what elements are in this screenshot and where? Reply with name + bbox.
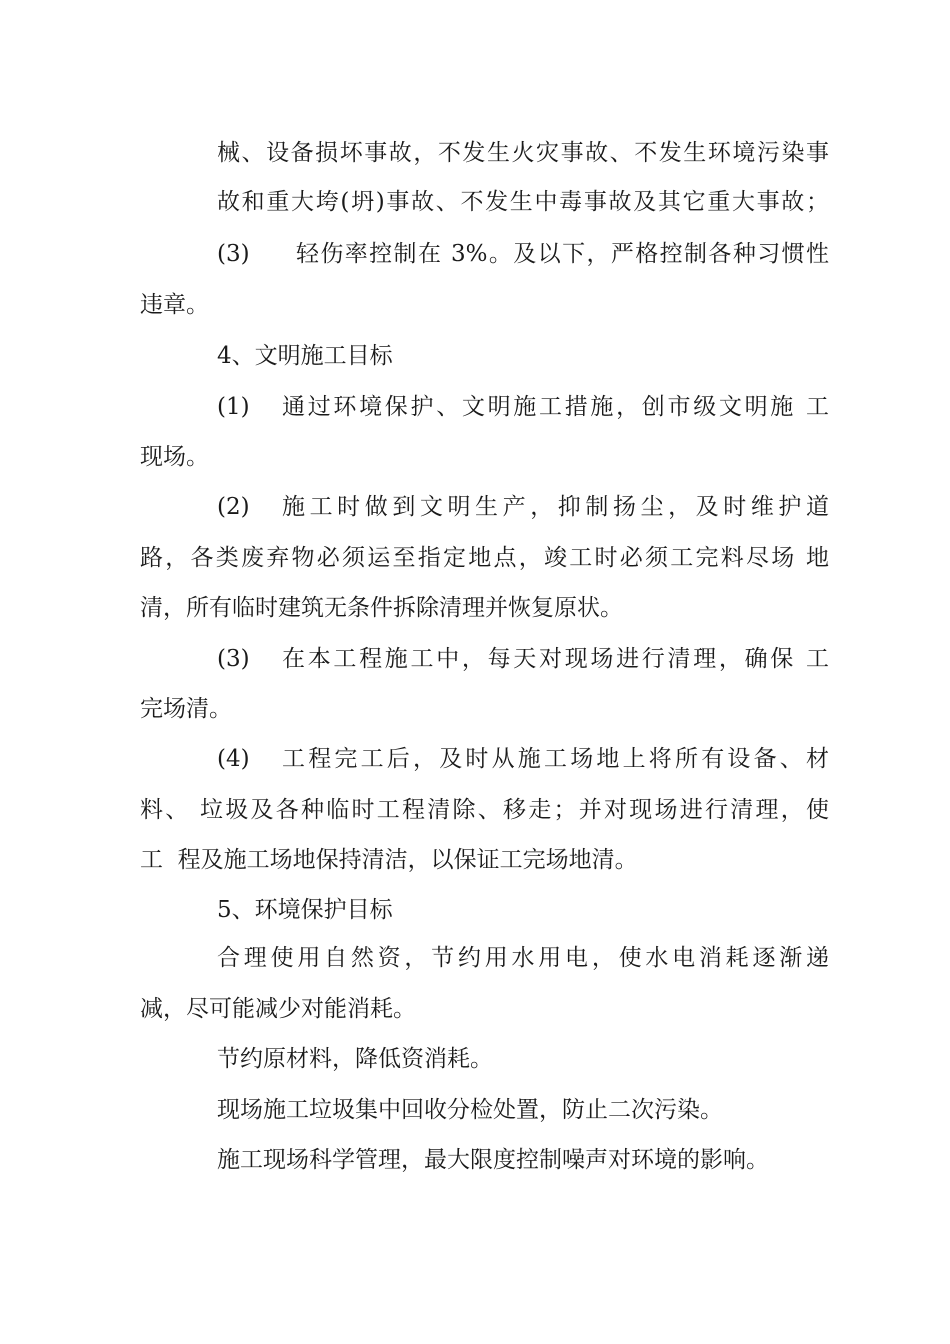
list-marker: (3) <box>217 646 250 672</box>
paragraph-line: 现场。 <box>140 444 209 470</box>
paragraph-line: 在本工程施工中，每天对现场进行清理，确保 工 <box>282 646 829 672</box>
list-marker: (1) <box>217 394 250 420</box>
paragraph-line: 清，所有临时建筑无条件拆除清理并恢复原状。 <box>140 595 623 621</box>
paragraph-line: 故和重大垮(坍)事故、不发生中毒事故及其它重大事故； <box>217 189 829 215</box>
paragraph-line: 轻伤率控制在 3%。及以下，严格控制各种习惯性 <box>296 241 829 267</box>
paragraph-line: 工程完工后，及时从施工场地上将所有设备、材 <box>282 746 829 772</box>
paragraph-line: 通过环境保护、文明施工措施，创市级文明施 工 <box>282 394 829 420</box>
list-marker: (2) <box>217 494 250 520</box>
paragraph-line: 违章。 <box>140 292 209 318</box>
paragraph-line: 合理使用自然资，节约用水用电，使水电消耗逐渐递 <box>217 945 829 971</box>
paragraph-line: 路，各类废弃物必须运至指定地点，竣工时必须工完料尽场 地 <box>140 545 829 571</box>
paragraph-line: 减，尽可能减少对能消耗。 <box>140 996 416 1022</box>
list-marker: (3) <box>217 241 250 267</box>
paragraph-line: 完场清。 <box>140 696 232 722</box>
paragraph-line: 现场施工垃圾集中回收分检处置，防止二次污染。 <box>217 1097 723 1123</box>
list-marker: (4) <box>217 746 250 772</box>
section-heading: 4、文明施工目标 <box>217 343 393 369</box>
paragraph-line: 料、 垃圾及各种临时工程清除、移走；并对现场进行清理，使 <box>140 797 829 823</box>
paragraph-line: 施工时做到文明生产，抑制扬尘，及时维护道 <box>282 494 829 520</box>
paragraph-line: 工 程及施工场地保持清洁，以保证工完场地清。 <box>140 847 638 873</box>
section-heading: 5、环境保护目标 <box>217 897 393 923</box>
paragraph-line: 械、设备损坏事故，不发生火灾事故、不发生环境污染事 <box>217 140 829 166</box>
paragraph-line: 施工现场科学管理，最大限度控制噪声对环境的影响。 <box>217 1147 769 1173</box>
paragraph-line: 节约原材料，降低资消耗。 <box>217 1046 493 1072</box>
